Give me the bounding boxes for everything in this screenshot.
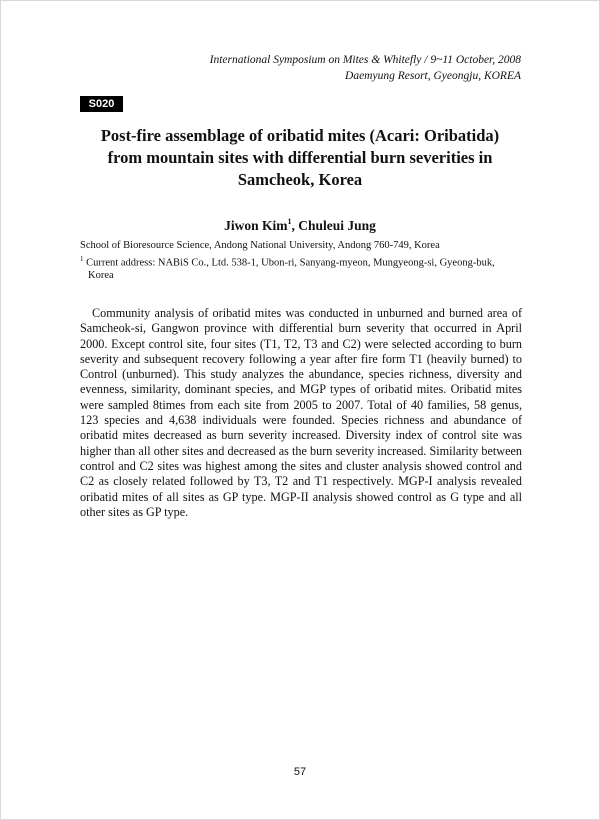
conference-header: [101, 52, 521, 84]
primary-affiliation: School of Bioresource Science, Andong National University, Andong 760-749, Korea: [80, 240, 440, 251]
author-separator: ,: [291, 218, 299, 233]
author-name: Jiwon Kim: [224, 218, 288, 233]
title-line-2: from mountain sites with differential burn severities in: [107, 148, 493, 167]
author-name: Chuleui Jung: [298, 218, 376, 233]
conference-line: International Symposium on Mites & Whitefly / 9~11 October, 2008: [209, 54, 521, 66]
footnote-text: Current address: NABiS Co., Ltd. 538-1, Ubon-ri, Sanyang-myeon, Mungyeong-si, Gyeong-buk, Korea: [83, 257, 495, 281]
current-address-footnote: [80, 253, 520, 283]
venue-line: Daemyung Resort, Gyeongju, KOREA: [345, 70, 521, 82]
paper-title: [80, 125, 520, 191]
author-list: [80, 218, 520, 234]
author-affiliation-marker: 1: [287, 216, 292, 226]
title-line-1: Post-fire assemblage of oribatid mites (Acari: Oribatida): [100, 126, 500, 145]
footnote-marker: 1: [80, 254, 84, 263]
session-badge: S020: [80, 96, 123, 112]
title-line-3: Samcheok, Korea: [237, 170, 363, 189]
abstract-body: Community analysis of oribatid mites was conducted in unburned and burned area of Samcheok-si, Gangwon province with differential burn severity that occurred in April 2000. Except control site, four sites (T1, T2, T3 and C2) were selected according to burn severity and subsequent recovery following a year after fire form T1 (heavily burned) to Control (unburned). This study analyzes the abundance, species richness, diversity and evenness, similarity, dominant species, and MGP types of oribatid mites. Oribatid mites were sampled 8times from each site from 2005 to 2007. Total of 40 families, 58 genus, 123 species and 4,638 individuals were founded. Species richness and abundance of oribatid mites decreased as burn severity increased. Diversity index of control site was higher than all other sites and decreased as the burn severity increased. Similarity between control and C2 sites was highest among the sites and cluster analysis showed control and C2 as closely related followed by T3, T2 and T1 respectively. MGP-I analysis revealed oribatid mites of all sites as GP type. MGP-II analysis showed control as G type and all other sites as GP type.: [80, 306, 522, 519]
page-number: 57: [293, 766, 307, 778]
affiliations: [80, 240, 520, 282]
